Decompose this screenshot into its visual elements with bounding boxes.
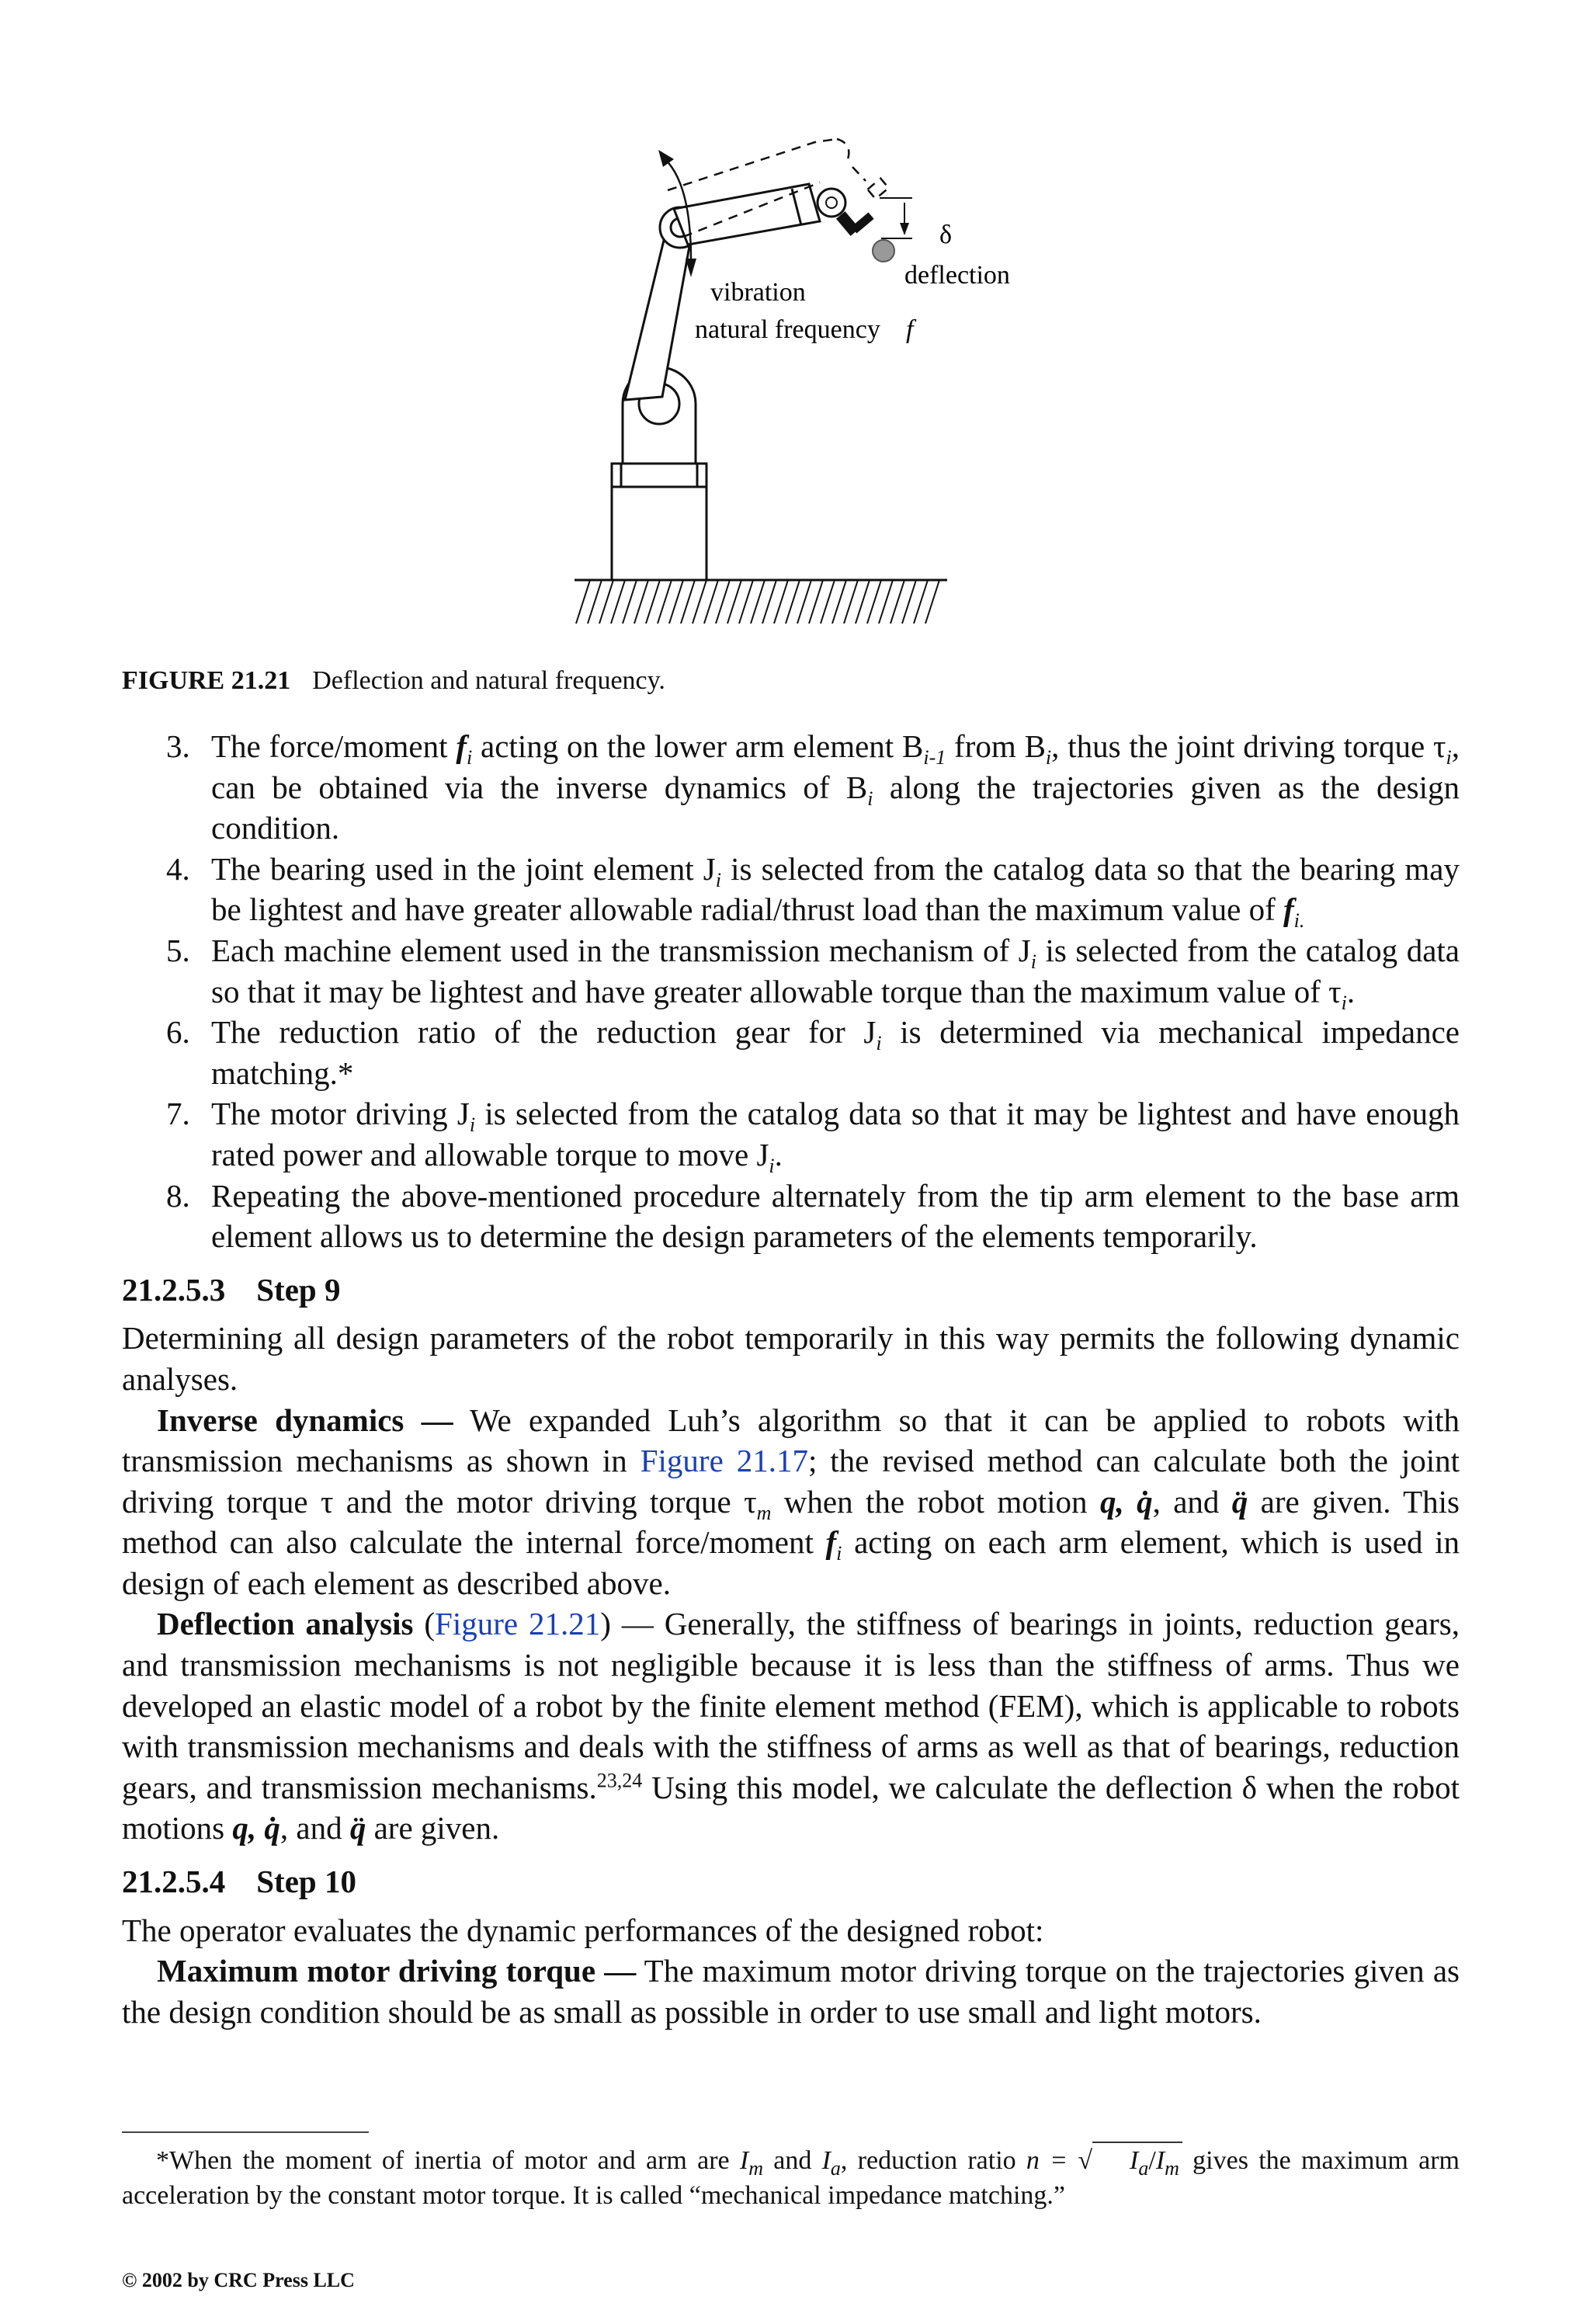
copyright: © 2002 by CRC Press LLC (122, 2269, 355, 2291)
list-item: 7. The motor driving $J_i$ is selected from the catalog data so that it may be lightest and have enough rated power and allowable torque to move $J_i$. (166, 1096, 1460, 1178)
list-item: 3. The force/moment $f_i$ acting on the lower arm element $B_{i-1}$ from $B_i$, thus the joint driving torque $\tau_i$, can be obtained via the inverse dynamics of $B_i$ along the trajectories given as the design condition. (166, 728, 1460, 846)
gripper (838, 213, 872, 234)
robot-arm-diagram (559, 136, 1040, 641)
figure-21-21-link[interactable]: Figure 21.21 (435, 1606, 601, 1642)
end-effector-load (873, 240, 894, 262)
footnote: *When the moment of inertia of motor and arm are $I_m$ and $I_a$, reduction ratio n = √ $I_a/I_m$ gives the maximum arm acceleration by the constant motor torque. It is called “mechanical impedance matching.” (122, 2142, 1460, 2213)
deflection-label: deflection (904, 261, 1010, 290)
figure-caption-text: Deflection and natural frequency. (312, 666, 665, 695)
list-item: 6. The reduction ratio of the reduction gear for $J_i$ is determined via mechanical impedance matching.* (166, 1014, 1460, 1091)
paragraph-max-motor-torque: Maximum motor driving torque — The maximum motor driving torque on the trajectories given as the design condition should be as small as possible in order to use small and light motors. (122, 1953, 1460, 2030)
list-item: 4. The bearing used in the joint element $J_i$ is selected from the catalog data so that the bearing may be lightest and have greater allowable radial/thrust load than the maximum value of $f_{i.}$ (166, 850, 1460, 933)
sqrt-expression: $I_a/I_m$ (1092, 2142, 1182, 2178)
ground-hatching (576, 580, 939, 624)
robot-arm-figure (559, 136, 1040, 641)
footnote-rule (122, 2131, 369, 2133)
paragraph: The operator evaluates the dynamic performances of the designed robot: (122, 1912, 1044, 1948)
paragraph-deflection-analysis: Deflection analysis (Figure 21.21) — Generally, the stiffness of bearings in joints, reduction gears, and transmission mechanisms is not negligible because it is less than the stiffness of arms. Thus we developed an elastic model of a robot by the finite element method (FEM), which is applicable to robots with transmission mechanisms and deals with the stiffness of arms as well as that of bearings, reduction gears, and transmission mechanisms.$^{23,24}$ Using this model, we calculate the deflection δ when the robot motions q, q̇, and q̈ are given. (122, 1606, 1460, 1846)
section-heading-step-10: 21.2.5.4 Step 10 (122, 1864, 356, 1900)
figure-number: FIGURE 21.21 (122, 666, 291, 695)
list-item: 8. Repeating the above-mentioned procedure alternately from the tip arm element to the base arm element allows us to determine the design parameters of the elements temporarily. (166, 1177, 1460, 1255)
upper-arm (625, 224, 693, 400)
section-heading-step-9: 21.2.5.3 Step 9 (122, 1271, 341, 1308)
list-item: 5. Each machine element used in the transmission mechanism of $J_i$ is selected from the catalog data so that it may be lightest and have greater allowable torque than the maximum value of $\tau_i$. (166, 932, 1460, 1014)
body-text (122, 726, 1460, 2032)
figure-21-17-link[interactable]: Figure 21.17 (640, 1443, 808, 1479)
figure-caption (122, 666, 665, 696)
paragraph-inverse-dynamics: Inverse dynamics — We expanded Luh’s algorithm so that it can be applied to robots with transmission mechanisms as shown in Figure 21.17; the revised method can calculate both the joint driving torque τ and the motor driving torque $\tau_m$ when the robot motion q, q̇, and q̈ are given. This method can also calculate the internal force/moment $f_i$ acting on each arm element, which is used in design of each element as described above. (122, 1402, 1460, 1601)
frequency-symbol: f (906, 315, 914, 344)
natural-frequency-label: natural frequency (695, 315, 880, 344)
vibration-label: vibration (710, 278, 806, 307)
delta-label: δ (939, 221, 953, 249)
procedure-list (122, 726, 1460, 1257)
paragraph: Determining all design parameters of the robot temporarily in this way permits the following dynamic analyses. (122, 1320, 1460, 1397)
